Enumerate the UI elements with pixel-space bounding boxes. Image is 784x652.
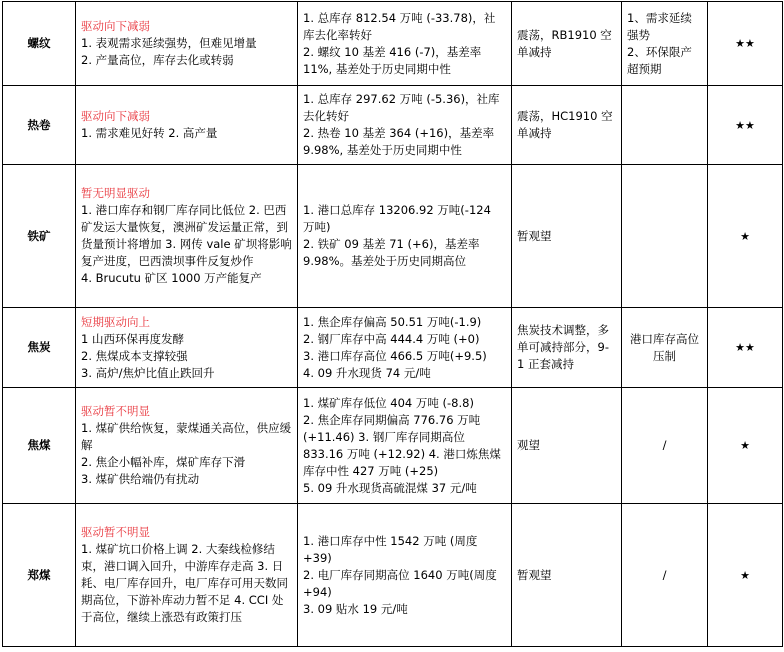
logic-cell xyxy=(76,388,298,504)
risk-line: / xyxy=(662,567,667,582)
driver-text: 暂无明显驱动 xyxy=(81,186,150,200)
commodity-name: 热卷 xyxy=(3,86,76,165)
data-line: 5. 09 升水现货高硫混煤 37 元/吨 xyxy=(303,480,477,495)
logic-cell xyxy=(76,165,298,308)
logic-line: 1. 港口库存和钢厂库存同比低位 2. 巴西矿发运大量恢复，澳洲矿发运量正常，到货量预计将增加 3. 网传 vale 矿坝将影响复产进度，巴西溃坝事件反复炒作 xyxy=(81,203,292,268)
strategy-cell xyxy=(512,2,622,86)
risk-line: / xyxy=(662,438,667,452)
logic-line: 1. 表观需求延续强势，但难见增量 xyxy=(81,36,257,50)
strategy-cell xyxy=(512,165,622,308)
data-line: 1. 港口总库存 13206.92 万吨(-124 万吨) xyxy=(303,203,491,234)
strategy-text: 暂观望 xyxy=(517,567,552,582)
data-cell xyxy=(298,308,512,388)
strategy-text: 震荡，RB1910 空单减持 xyxy=(517,27,612,59)
rating-stars: ★ xyxy=(708,504,783,647)
data-line: 1. 焦企库存偏高 50.51 万吨(-1.9) xyxy=(303,314,482,329)
data-line: 2. 钢厂库存中高 444.4 万吨 (+0) xyxy=(303,331,480,346)
logic-cell xyxy=(76,308,298,388)
logic-line: 3. 煤矿供给端仍有扰动 xyxy=(81,472,200,486)
driver-text: 驱动暂不明显 xyxy=(81,404,150,418)
strategy-cell xyxy=(512,86,622,165)
logic-cell xyxy=(76,2,298,86)
strategy-cell xyxy=(512,388,622,504)
logic-cell xyxy=(76,504,298,647)
data-line: 2. 焦企库存同期偏高 776.76 万吨 (+11.46) 3. 钢厂库存同期高位 833.16 万吨 (+12.92) 4. 港口炼焦煤库存中性 427 万吨 (+25) xyxy=(303,412,501,478)
logic-cell xyxy=(76,86,298,165)
data-line: 1. 煤矿库存低位 404 万吨 (-8.8) xyxy=(303,395,474,410)
data-cell xyxy=(298,86,512,165)
table-row xyxy=(3,86,783,165)
table-row xyxy=(3,165,783,308)
data-line: 2. 电厂库存同期高位 1640 万吨(周度+94) xyxy=(303,567,497,599)
commodity-name: 铁矿 xyxy=(3,165,76,308)
risk-cell xyxy=(622,165,708,308)
logic-line: 2. 焦企小幅补库，煤矿库存下滑 xyxy=(81,455,246,469)
data-line: 2. 铁矿 09 基差 71 (+6)，基差率 9.98%。基差处于历史同期高位 xyxy=(303,237,480,268)
risk-cell xyxy=(622,388,708,504)
driver-text: 短期驱动向上 xyxy=(81,314,150,329)
rating-stars: ★★ xyxy=(708,86,783,165)
logic-line: 1. 煤矿供给恢复，蒙煤通关高位，供应缓解 xyxy=(81,421,292,452)
risk-cell xyxy=(622,2,708,86)
risk-line: 1、需求延续强势 xyxy=(627,10,692,42)
rating-stars: ★★ xyxy=(708,308,783,388)
commodity-name: 焦炭 xyxy=(3,308,76,388)
commodity-name: 郑煤 xyxy=(3,504,76,647)
commodity-name: 焦煤 xyxy=(3,388,76,504)
logic-line: 3. 高炉/焦炉比值止跌回升 xyxy=(81,365,215,380)
logic-line: 4. Brucutu 矿区 1000 万产能复产 xyxy=(81,271,262,285)
rating-stars: ★ xyxy=(708,165,783,308)
rating-stars: ★ xyxy=(708,388,783,504)
logic-line: 1 山西环保再度发酵 xyxy=(81,331,184,346)
data-line: 2. 热卷 10 基差 364 (+16)，基差率 9.98%, 基差处于历史同期中性 xyxy=(303,126,495,157)
data-line: 4. 09 升水现货 74 元/吨 xyxy=(303,365,431,380)
table-row xyxy=(3,388,783,504)
risk-cell xyxy=(622,86,708,165)
table-row xyxy=(3,308,783,388)
data-cell xyxy=(298,504,512,647)
driver-text: 驱动向下减弱 xyxy=(81,19,150,33)
rating-stars: ★★ xyxy=(708,2,783,86)
risk-cell xyxy=(622,308,708,388)
logic-line: 2. 产量高位，库存去化或转弱 xyxy=(81,53,234,67)
strategy-cell xyxy=(512,308,622,388)
data-line: 3. 港口库存高位 466.5 万吨(+9.5) xyxy=(303,348,487,363)
data-line: 1. 总库存 297.62 万吨 (-5.36)，社库去化转好 xyxy=(303,92,500,123)
strategy-cell xyxy=(512,504,622,647)
data-line: 1. 总库存 812.54 万吨 (-33.78)，社库去化率转好 xyxy=(303,10,496,42)
data-cell xyxy=(298,165,512,308)
strategy-text: 震荡，HC1910 空单减持 xyxy=(517,109,613,140)
risk-line: 2、环保限产超预期 xyxy=(627,44,692,76)
strategy-text: 暂观望 xyxy=(517,228,552,243)
data-line: 2. 螺纹 10 基差 416 (-7)，基差率 11%, 基差处于历史同期中性 xyxy=(303,44,482,76)
data-line: 3. 09 贴水 19 元/吨 xyxy=(303,601,408,616)
risk-cell xyxy=(622,504,708,647)
table-row xyxy=(3,504,783,647)
driver-text: 驱动向下减弱 xyxy=(81,109,150,123)
strategy-text: 观望 xyxy=(517,438,540,452)
data-cell xyxy=(298,2,512,86)
data-cell xyxy=(298,388,512,504)
table-row xyxy=(3,2,783,86)
logic-line: 1. 需求难见好转 2. 高产量 xyxy=(81,126,218,140)
logic-line: 2. 焦煤成本支撑较强 xyxy=(81,348,188,363)
commodity-name: 螺纹 xyxy=(3,2,76,86)
driver-text: 驱动暂不明显 xyxy=(81,525,150,539)
commodity-table xyxy=(2,1,783,647)
data-line: 1. 港口库存中性 1542 万吨 (周度+39) xyxy=(303,533,478,565)
risk-line: 港口库存高位压制 xyxy=(630,331,699,363)
logic-line: 1. 煤矿坑口价格上调 2. 大秦线检修结束，港口调入回升，中游库存走高 3. 日耗、电厂库存回升，电厂库存可用天数同期高位，下游补库动力暂不足 4. CCI 处于高位，继续上涨恐有政策打压 xyxy=(81,542,288,624)
strategy-text: 焦炭技术调整，多单可减持部分，9-1 正套减持 xyxy=(517,323,609,371)
